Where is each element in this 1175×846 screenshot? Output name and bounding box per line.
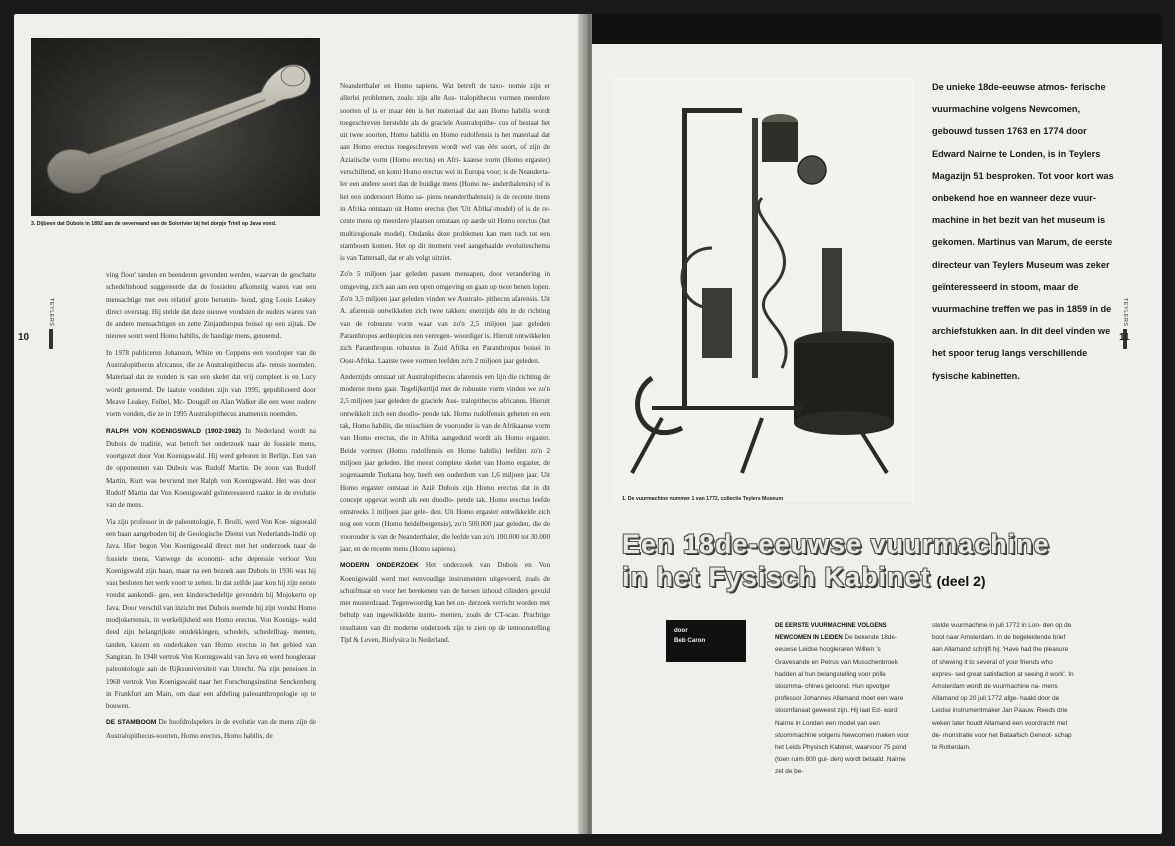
femur-photo-caption: 3. Dijbeen dat Dubois in 1892 aan de oeverwand van de Solorivier bij het dorpje Trinil op Java vond. [31, 221, 277, 227]
logo-text: TEYLERS [1122, 298, 1128, 327]
paragraph: ving floor' tanden en beenderen gevonden werden, waarvan de geschatte schedelinhoud suggereerde dat de fossielen afkomstig waren van een mensachtige met een relatief grote hersenin- houd, ging Louis Leakey direct overstag. Hij stelde dat deze nieuwe vondsten de ouders waren van de andere mensachtigen en zette Zinjanthropus boisei op een zijtak. De nieuwe soort werd Homo habilis, de handige mens, genoemd. [106, 271, 316, 341]
page-number-right: 11 [1119, 332, 1130, 343]
right-column-1 [775, 620, 915, 779]
page-number-left: 10 [18, 332, 30, 343]
paragraph-text: In Nederland wordt na Dubois de traditie, wat betreft het onderzoek naar de fossiele mens, voortgezet door Von Koenigswald. Hij werd geboren in Berlijn. Een van de opponenten van Dubois was Rudolf Martin. De zoon van Rudolf Martin, Kurt was bevriend met Ralph von Koenigswald. Het was door Rudolf Martin dat Von Koenigswald geïnteresseerd raakte in de evolutie van de mens. [106, 426, 316, 510]
section-heading: DE EERSTE VUURMACHINE VOLGENS NEWCOMEN IN LEIDEN [775, 623, 887, 642]
steam-engine-image [612, 78, 915, 502]
paragraph [340, 559, 550, 646]
steam-engine-caption: 1. De vuurmachine nummer 1 van 1772, collectie Teylers Museum [622, 496, 784, 502]
paragraph [106, 716, 316, 742]
title-line-1: Een 18de-eeuwse vuurmachine [622, 529, 1050, 559]
paragraph: In 1978 publiceren Johanson, White en Coppens een voorloper van de Australopithecus africanus, die ze Australopithecus afa- rensis noemden. Materiaal dat ze vonden is van een skelet dat vrij compleet is en Lucy wordt genoemd. De laatste vondsten zijn van 1995, gepubliceerd door Meave Leakey, Feibel, Mc- Dougall en Alan Walker die een weer oudere vorm vonden, die ze in 1995 Australopithecus anamensis noemden. [106, 348, 316, 419]
steam-engine-photo [612, 78, 915, 502]
left-column-2 [340, 80, 550, 650]
author-box [666, 620, 746, 662]
paragraph-text: Het onderzoek van Dubois en Von Koenigswald werd met eenvoudige instrumenten uitgevoerd, zoals de schuifmaat en voor het berekenen van de hersen inhoud cilinders gevuld met mosterdzaad. Tegenwoordig kan het on- derzoek verricht worden met behulp van ingewikkelde instru- menten, zoals de CT-scan. Prachtige resultaten van dit moderne onderzoek zijn te zien op de tentoonstelling Tijd & Leven, Biofysica in Nederland. [340, 561, 551, 645]
left-column-1 [106, 269, 316, 746]
left-page [14, 14, 584, 834]
intro-text: De unieke 18de-eeuwse atmos- ferische vuurmachine volgens Newcomen, gebouwd tussen 1763 en 1774 door Edward Nairne te Londen, is in Teylers Magazijn 51 besproken. Tot voor kort was onbekend hoe en wanneer deze vuur- machine in het bezit van het museum is gekomen. Martinus van Marum, de eerste directeur van Teylers Museum was zeker geïnteresseerd in stoom, maar de vuurmachine treffen we pas in 1859 in de archiefstukken aan. In dit deel vinden we het spoor terug langs verschillende fysische kabinetten. [932, 82, 1114, 381]
right-column-2: stelde vuurmachine in juli 1772 in Lon- den op de boot naar Amsterdam. In de begeleidende brief aan Allamand schrijft hij: 'Have had the pleasure of shewing it to several of your friends who expres- sed great satisfaction at seeing it work'. In Amsterdam wordt de vuurmachine na- mens Allamand op 20 juli 1772 afge- haald door de Leidse instrumentmaker Jan Paauw. Reeds drie weken later houdt Allamand een voordracht met de- monstratie voor het Bataafsch Genoot- schap te Rotterdam. [932, 622, 1074, 752]
logo-text: TEYLERS [48, 298, 54, 327]
right-page [592, 14, 1162, 834]
title-part-label: (deel 2) [936, 573, 986, 589]
paragraph: Neanderthaler en Homo sapiens. Wat betreft de taxo- nomie zijn er allerlei problemen, zoals: zijn alle Aus- tralopithecus vormen meerdere soorten of is er maar één is het materiaal dat aan Homo habilis wordt toegeschreven herstelde als de graciele Australopithe- cus of bestaat het uit twee soorten, Homo habilis en Homo rudolfensis is het materiaal dat aan Homo erectus toegeschreven wordt wel van één soort, of zijn de Aziatische vorm (Homo erectus) en Afri- kaanse vorm (Homo ergaster) verschillend, en komt Homo erectus wel in Europa voor; is de Neanderta- ler een andere soort dan de huidige mens (Homo ne- anderthalensis) of is het een ondersoort Homo sa- piens neanderthalensis) is de recente mens in Afrika ontstaan uit Homo erectus (het 'Uit Afrika'-model) of is de re- cente mens op meerdere plaatsen ontstaan op aarde uit Homo erectus (het multiregionale model). Ondanks deze problemen kan men toch tot een stamboom komen. Het op dit moment veel aangehaalde evolutieschema is van Tattersall, dat er als volgt uitziet. [340, 82, 550, 263]
paragraph: Zo'n 5 miljoen jaar geleden passen mensapen, door verandering in omgeving, zich aan aan een open omgeving en gaan op twee benen lopen. Zo'n 3,5 miljoen jaar geleden vinden we Australo- pithecus afarensis. Uit A. afarensis ontwikkelen zich twee takken: enerzijds één in de richting van de robuuste vorm waar van zo'n 2,5 miljoen jaar geleden Paranthropus aethiopicus een verregen- woordiger is. Hieruit ontwikkelen zich Paranthropus robustus in Zuid Afrika en Paranthropus boisei in Oost-Afrika. Laatste twee vormen leefden zo'n 2 miljoen jaar geleden. [340, 270, 550, 365]
title-line-2-text: in het Fysisch Kabinet [622, 562, 931, 592]
paragraph [106, 425, 316, 512]
section-heading: RALPH VON KOENIGSWALD (1902-1982) [106, 427, 242, 435]
paragraph-text: De bekende 18de-eeuwse Leidse hoogleraren Willem 's Gravesande en Petrus van Musschenbroek hadden al hun belangstelling voor prille stoomma- chines getoond. Hun opvolger professor Johannes Allamand moet een ware stoomfanaat geweest zijn. Hij laat Ed- ward Nairne in Londen een model van een stoommachine volgens Newcomen maken voor het Leids Physisch Kabinet, waarvoor 75 pond (toen ruim 800 gul- den) wordt betaald. Nairne zet de be- [775, 634, 910, 776]
paragraph-text: De hoofdrolspelers in de evolutie van de mens zijn de Australopithecus-soorten, Homo erectus, Homo habilis, de [106, 718, 316, 740]
top-black-band [592, 14, 1162, 44]
section-heading: MODERN ONDERZOEK [340, 562, 419, 570]
teylers-logo-left [48, 298, 54, 349]
femur-photo [31, 38, 320, 216]
author-label: door [674, 627, 688, 634]
author-name: Beb Caron [674, 637, 706, 644]
logo-bar [49, 329, 53, 349]
article-title [622, 528, 1162, 598]
femur-bone-image [31, 38, 320, 216]
paragraph: Anderzijds ontstaat uit Australopithecus afarensis een lijn die richting de moderne mens gaat. Tegelijkertijd met de robuuste vorm vinden we zo'n 2,5 miljoen jaar geleden de graciele Aus- tralopithecus africanus. Hieruit ontwikkelt zich een doodlo- pende tak. Homo rudolfensis geheten en een tak, Homo habilis, die misschien de voorouder is van de Afrikaanse vorm van Homo erectus, die in Afrika aangeduid wordt als Homo ergaster. Beide vormen (Homo rudolfensis en Homo habilis) leefden zo'n 2 miljoen jaar geleden. Het meest complete skelet van Homo ergaster, de zogenaamde Turkana boy, heeft een ouderdom van 1,6 miljoen jaar. Uit Homo ergaster ontstaat in Azië Dubois zijn Homo erectus dat in dit concept opgevat wordt als een doodlo- pende tak. Homo erectus leefde omstreeks 1 miljoen jaar gele- den. Uit Homo ergaster ontwikkelde zich nog een vorm (Homo heidelbergensis), zo'n 500.000 jaar geleden, die de voorouder is van de Neanderthaler, die leefde van zo'n 100.000 tot 30.000 jaar, en de recente mens (Homo sapiens). [340, 372, 550, 553]
title-line-2 [622, 561, 1162, 598]
section-heading: DE STAMBOOM [106, 719, 157, 727]
paragraph: Via zijn professor in de paleontologie, F. Broili, werd Von Koe- nigswald een baan aangeboden bij de Geologische Dienst van Nederlands-Indië op Java. Hier begon Von Koenigswald direct met het onderzoek naar de fossiele mens. Vanwege de economi- sche depressie verloor Von Koenigswald zijn baan, maar na een bezoek aan Dubois in 1936 was hij vast besloten het werk voort te zetten. In dat zelfde jaar kon hij zijn eerste vondst aankondi- gen, een kinderschedeltje gevonden bij Mojokerto op Java. Door verschil van inzicht met Dubois noemde hij zijn vondst Homo modjokertensis, in werkelijkheid een Homo erectus. Von Koenigs- wald deed zijn belangrijkste ontdekkingen, schedels, schedelfrag- menten, tanden, kiezen en onderkaken van Homo erectus in het gebied van Sangiran. In 1948 vertrok Von Koenigswald van Java en werd hoogleraar paleontologie aan de Rijksuniversiteit van Utrecht. Na zijn pensioen in 1968 vertrok Von Koenigswald naar het Forschungsinstitut Senckenberg in Frankfurt am Main, om daar een afdeling paleoanthropologie op te bouwen. [106, 517, 316, 711]
